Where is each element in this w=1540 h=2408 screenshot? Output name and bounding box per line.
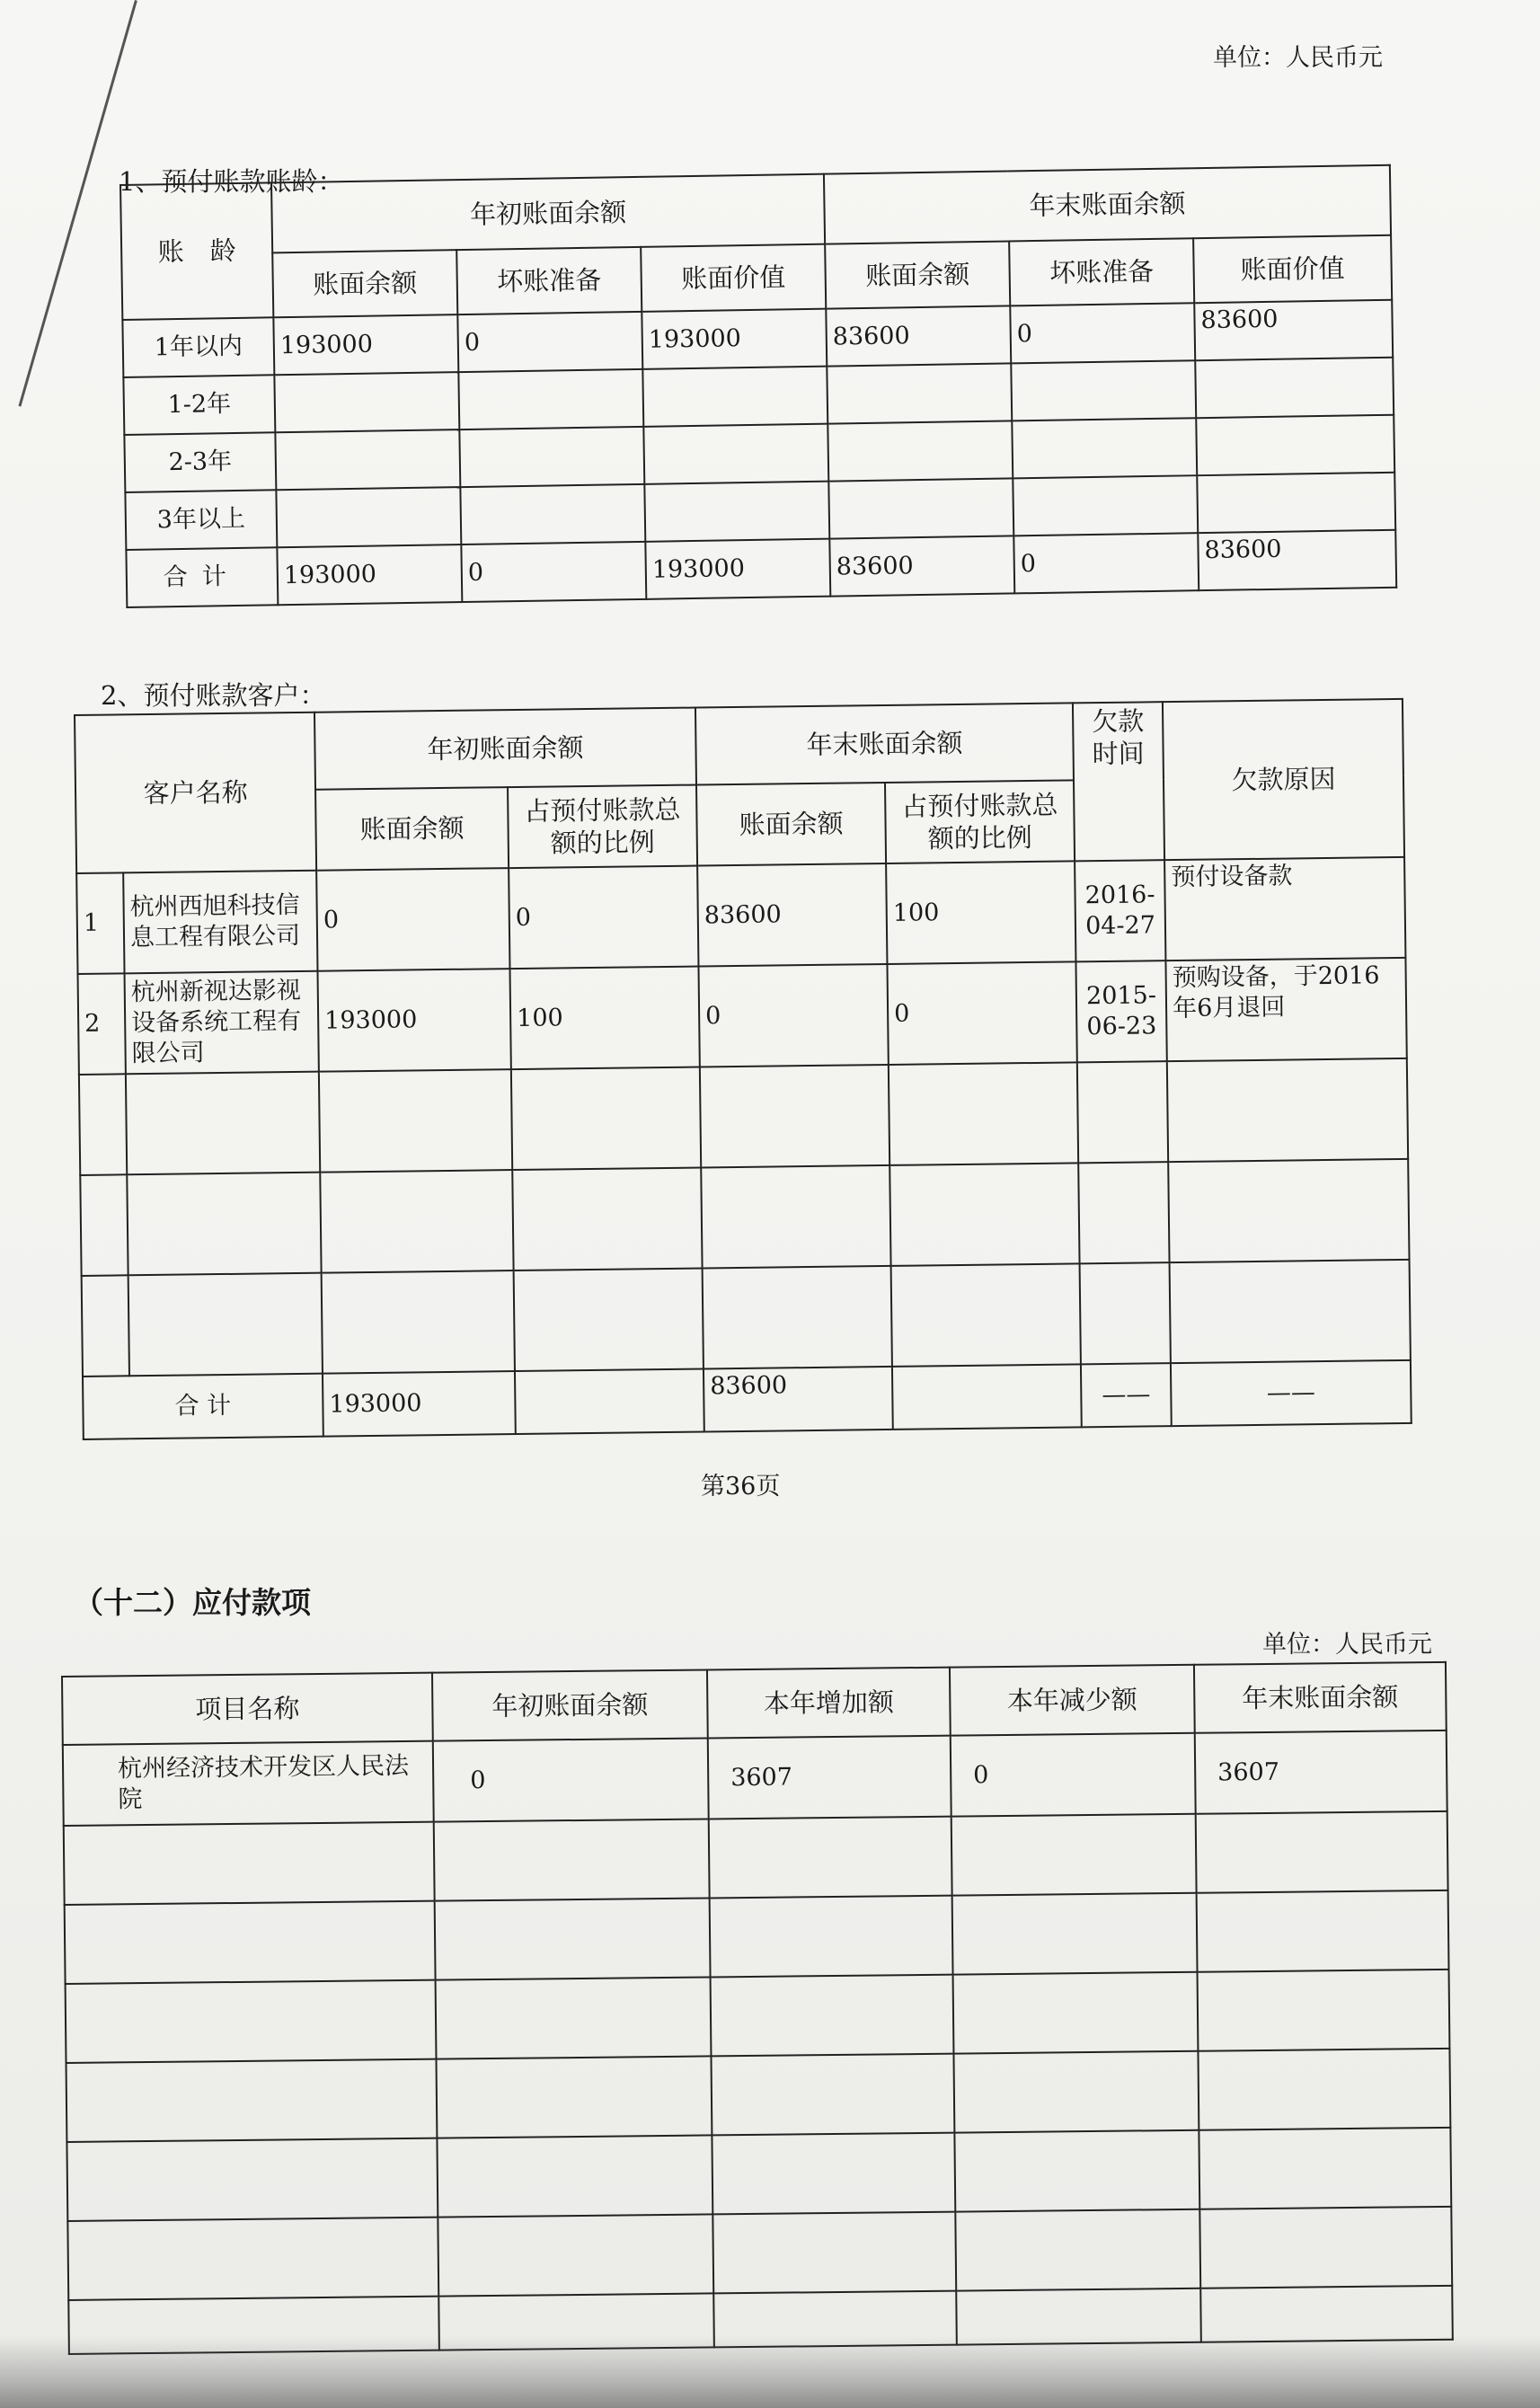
table-row [76,857,1405,974]
cell [892,1364,1082,1430]
cell: —— [1081,1363,1172,1427]
cell: 193000 [273,314,458,375]
header-decrease: 本年减少额 [950,1665,1195,1736]
table-row [82,1260,1411,1377]
cell [1197,473,1395,533]
table-row [64,1811,1448,1905]
cell: —— [1171,1360,1412,1426]
cell [515,1368,704,1434]
header-aging: 账 龄 [120,182,273,320]
cell: 193000 [642,309,827,369]
scan-fold-shadow [0,2336,1540,2408]
header-begin-book-balance: 账面余额 [315,787,509,871]
cell: 83600 [704,1367,893,1432]
header-end-ratio: 占预付账款总额的比例 [885,780,1075,863]
cell [458,369,643,429]
cell [275,429,460,490]
cell [1011,360,1196,421]
cell: 100 [886,861,1075,964]
customer-name: 杭州新视达影视设备系统工程有限公司 [125,971,319,1075]
table-row [65,1890,1449,1984]
section-2-title: 2、预付账款客户： [101,680,326,711]
aging-label: 2-3年 [124,432,276,492]
section-1-title: 1、预付账款账龄： [119,166,344,197]
cell: 0 [1010,303,1195,363]
cell [644,482,829,542]
cell: 0 [433,1738,709,1821]
cell: 83600 [1194,300,1393,360]
total-label: 合计 [126,547,278,607]
cell: 193000 [318,969,511,1072]
header-begin-bad-debt: 坏账准备 [456,247,642,314]
payables-table [61,1661,1454,2355]
header-end-balance: 年末账面余额 [824,165,1391,244]
header-end-book-balance: 账面余额 [696,783,886,866]
cell: 0 [316,868,509,971]
table-row [66,2128,1451,2221]
cell: 83600 [826,305,1011,366]
cell: 0 [1013,533,1199,593]
cell [828,421,1013,481]
customer-table [74,698,1412,1440]
cell: 0 [951,1733,1196,1817]
table-row [67,2207,1452,2300]
table-row [80,1159,1409,1276]
header-begin-book-value: 账面价值 [641,244,826,312]
page-number: 第36页 [701,1473,781,1501]
header-begin-balance: 年初账面余额 [314,708,696,790]
header-begin-book-balance: 账面余额 [272,250,457,317]
row-index: 1 [76,872,124,974]
header-item-name: 项目名称 [62,1673,433,1745]
header-arrears-reason: 欠款原因 [1163,699,1404,860]
cell: 193000 [323,1371,516,1437]
cell: 0 [887,961,1076,1065]
cell [827,363,1012,423]
cell [1195,358,1394,418]
cell: 3607 [1195,1731,1447,1814]
total-label: 合 计 [83,1374,323,1439]
row-index: 2 [78,973,126,1075]
cell [1196,415,1394,475]
header-begin-balance: 年初账面余额 [271,174,825,253]
header-end-book-value: 账面价值 [1193,235,1392,303]
cell: 83600 [829,536,1014,596]
cell [642,367,828,427]
header-arrears-time: 欠款时间 [1073,702,1164,861]
unit-label-section-12: 单位：人民币元 [1262,1631,1432,1659]
aging-label: 3年以上 [125,490,277,550]
table-row [66,1970,1450,2063]
section-12-title: （十二）应付款项 [74,1585,311,1620]
header-customer: 客户名称 [75,713,316,873]
aging-table [119,164,1397,608]
aging-label: 1-2年 [123,375,275,435]
table-row [78,958,1407,1075]
cell [643,424,828,484]
header-begin-ratio: 占预付账款总额的比例 [508,785,697,869]
cell: 3607 [708,1736,951,1819]
cell: 83600 [697,863,887,967]
table-row [79,1058,1408,1175]
header-end-bad-debt: 坏账准备 [1009,238,1194,305]
customer-name: 杭州西旭科技信息工程有限公司 [123,871,317,974]
cell: 193000 [277,544,462,605]
cell: 0 [699,964,889,1067]
header-end-balance: 年末账面余额 [695,703,1074,784]
cell: 0 [509,866,698,969]
unit-label-top: 单位：人民币元 [1213,44,1383,72]
cell [828,478,1013,538]
table-row [63,1731,1447,1826]
cell [276,487,461,547]
arrears-date: 2016-04-27 [1075,860,1165,961]
header-end-book-balance: 账面余额 [825,241,1010,308]
arrears-reason: 预购设备，于2016年6月退回 [1165,958,1406,1061]
cell [274,372,459,432]
arrears-reason: 预付设备款 [1164,857,1405,961]
cell: 193000 [645,539,830,599]
aging-label: 1年以内 [122,317,274,377]
header-increase: 本年增加额 [707,1668,951,1739]
cell: 0 [457,312,642,372]
cell [1012,418,1197,478]
header-begin-balance: 年初账面余额 [432,1669,708,1740]
cell [460,484,645,544]
cell [1013,475,1198,536]
arrears-date: 2015-06-23 [1075,961,1166,1062]
item-name: 杭州经济技术开发区人民法院 [63,1741,434,1826]
cell: 83600 [1198,530,1396,590]
cell: 0 [461,542,646,602]
cell [459,427,644,487]
table-row [66,2049,1451,2142]
header-end-balance: 年末账面余额 [1194,1662,1447,1733]
cell: 100 [510,967,700,1070]
